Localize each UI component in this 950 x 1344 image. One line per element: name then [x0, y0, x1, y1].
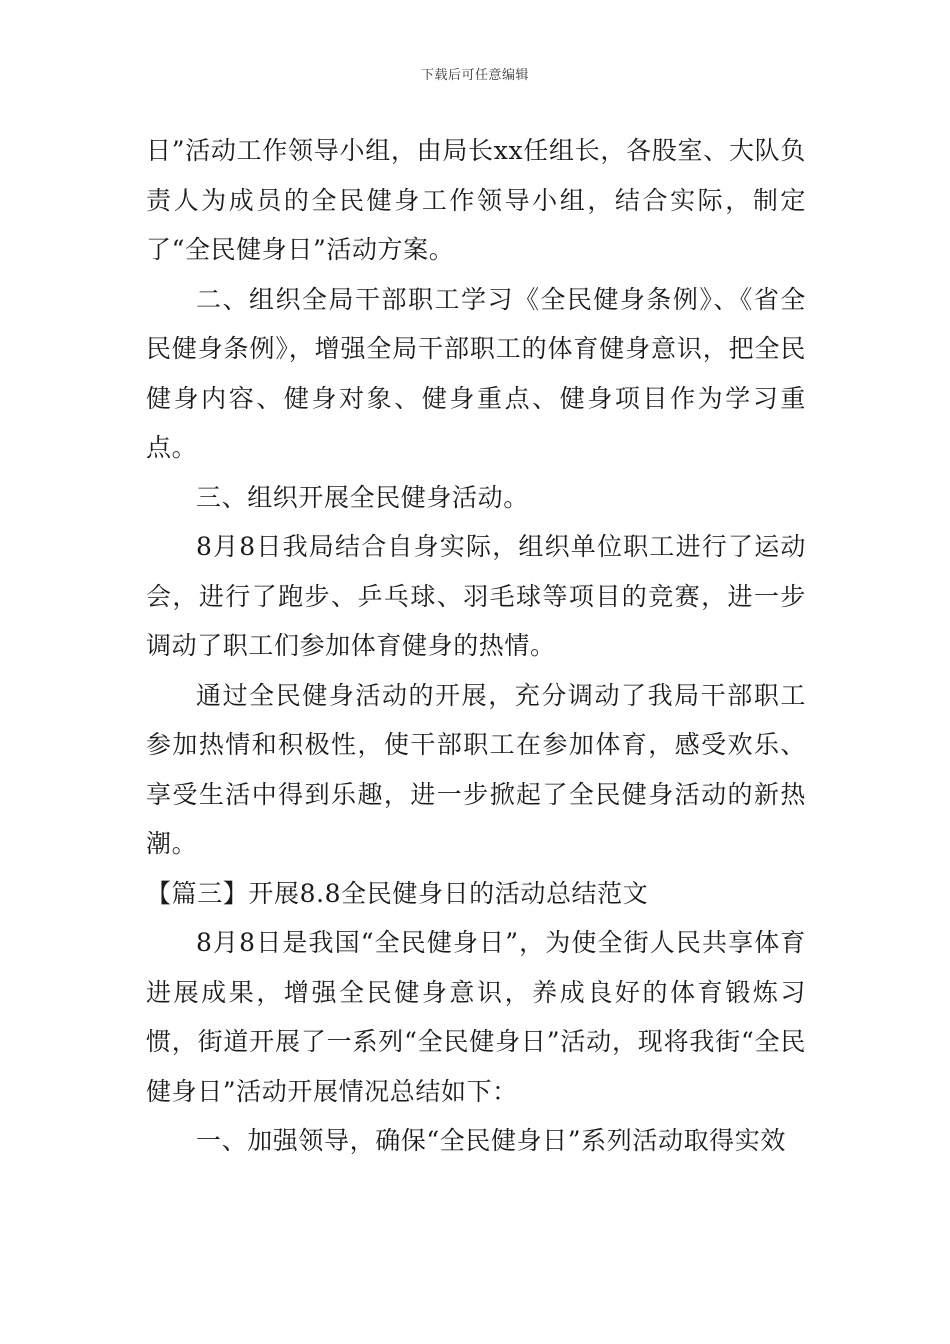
- document-body: [146, 126, 806, 1166]
- page-header: 下载后可任意编辑: [420, 68, 529, 83]
- paragraph-introduction: 8月8日是我国“全民健身日”，为使全街人民共享体育进展成果，增强全民健身意识，养成良好的体育锻炼习惯，街道开展了一系列“全民健身日”活动，现将我街“全民健身日”活动开展情况总结如下：: [146, 928, 806, 1106]
- paragraph-continuation: 日”活动工作领导小组，由局长xx任组长，各股室、大队负责人为成员的全民健身工作领导小组，结合实际，制定了“全民健身日”活动方案。: [146, 136, 806, 264]
- paragraph-organize-activities: 三、组织开展全民健身活动。: [196, 482, 529, 512]
- paragraph-strengthen-leadership: 一、加强领导，确保“全民健身日”系列活动取得实效: [196, 1126, 786, 1155]
- section-heading: 【篇三】开展8.8全民健身日的活动总结范文: [146, 878, 649, 908]
- paragraph-sports-meeting: 8月8日我局结合自身实际，组织单位职工进行了运动会，进行了跑步、乒乓球、羽毛球等项目的竞赛，进一步调动了职工们参加体育健身的热情。: [146, 532, 806, 660]
- paragraph-study-regulations: 二、组织全局干部职工学习《全民健身条例》、《省全民健身条例》，增强全局干部职工的体育健身意识，把全民健身内容、健身对象、健身重点、健身项目作为学习重点。: [146, 284, 806, 462]
- paragraph-results: 通过全民健身活动的开展，充分调动了我局干部职工参加热情和积极性，使干部职工在参加体育，感受欢乐、享受生活中得到乐趣，进一步掀起了全民健身活动的新热潮。: [146, 680, 806, 858]
